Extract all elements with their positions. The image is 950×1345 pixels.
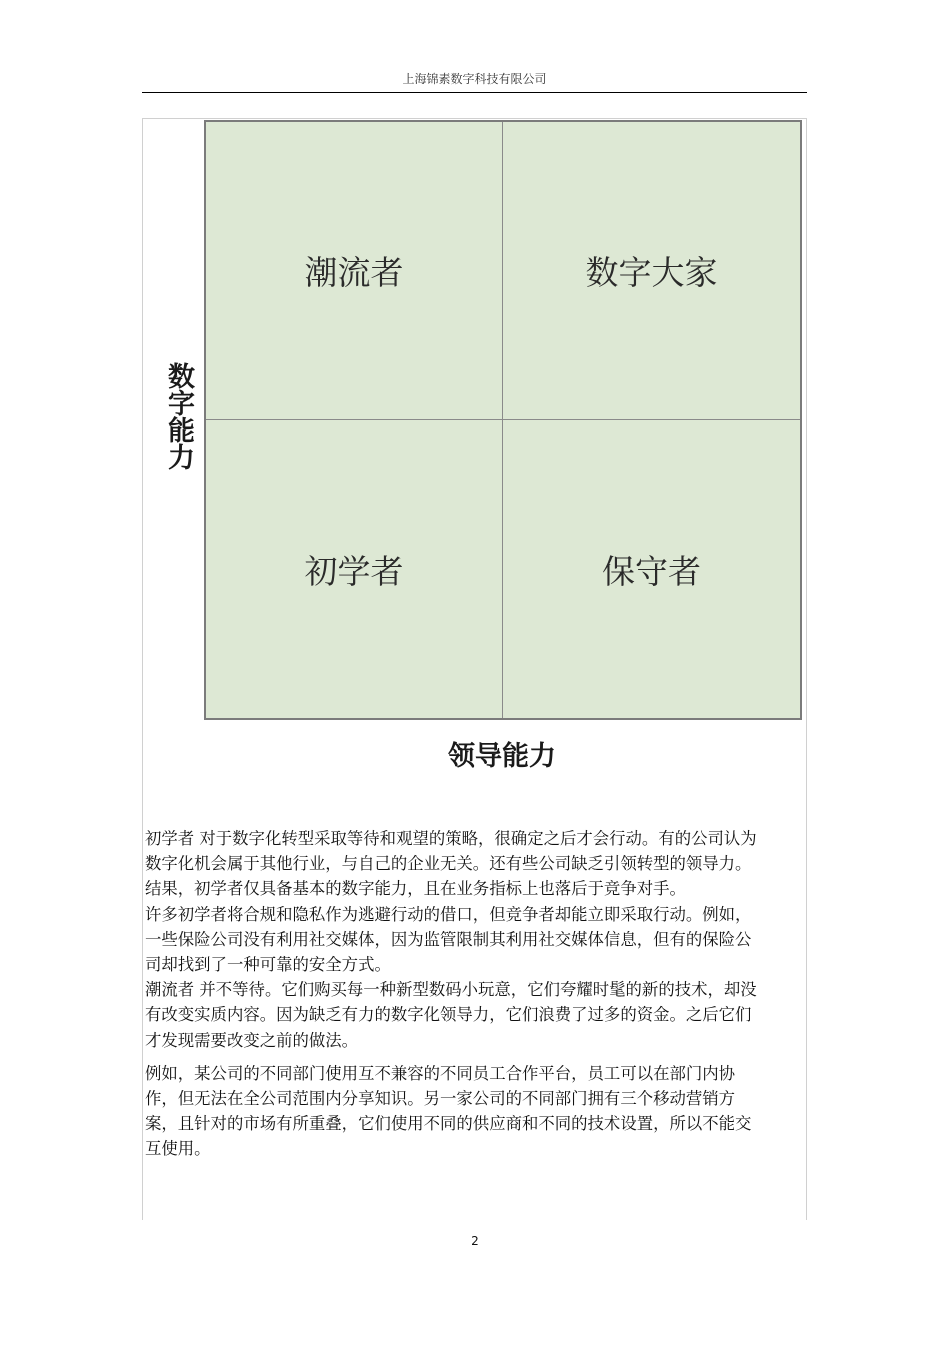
page-header: 上海锦素数字科技有限公司 bbox=[402, 72, 547, 86]
frame-right-border bbox=[806, 118, 807, 1220]
paragraph: 例如，某公司的不同部门使用互不兼容的不同员工合作平台，员工可以在部门内协作，但无法在全公司范围内分享知识。另一家公司的不同部门拥有三个移动营销方案，且针对的市场有所重叠，它们使用不同的供应商和不同的技术设置，所以不能交互使用。 bbox=[145, 1063, 752, 1159]
digital-maturity-matrix bbox=[204, 120, 802, 720]
paragraph: 潮流者 并不等待。它们购买每一种新型数码小玩意，它们夸耀时髦的新的技术，却没有改变实质内容。因为缺乏有力的数字化领导力，它们浪费了过多的资金。之后它们才发现需要改变之前的做法。 bbox=[145, 980, 757, 1050]
paragraph: 许多初学者将合规和隐私作为逃避行动的借口，但竞争者却能立即采取行动。例如，一些保险公司没有利用社交媒体，因为监管限制其利用社交媒体信息，但有的保险公司却找到了一种可靠的安全方式。 bbox=[145, 904, 752, 975]
quadrant-bottom-right: 保守者 bbox=[602, 551, 701, 591]
body-text bbox=[145, 826, 760, 1162]
frame-left-border bbox=[142, 118, 143, 1220]
frame-top-border bbox=[142, 118, 807, 119]
quadrant-bottom-left: 初学者 bbox=[206, 420, 503, 718]
quadrant-top-left: 潮流者 bbox=[206, 122, 503, 420]
header-divider bbox=[142, 92, 807, 93]
x-axis-label: 领导能力 bbox=[448, 741, 556, 772]
paragraph: 初学者 对于数字化转型采取等待和观望的策略，很确定之后才会行动。有的公司认为数字化机会属于其他行业，与自己的企业无关。还有些公司缺乏引领转型的领导力。结果，初学者仅具备基本的数字能力，且在业务指标上也落后于竞争对手。 bbox=[145, 829, 757, 899]
y-axis-label: 数字能力 bbox=[163, 362, 194, 470]
quadrant-top-right: 数字大家 bbox=[503, 122, 800, 420]
page-number: 2 bbox=[471, 1234, 479, 1248]
